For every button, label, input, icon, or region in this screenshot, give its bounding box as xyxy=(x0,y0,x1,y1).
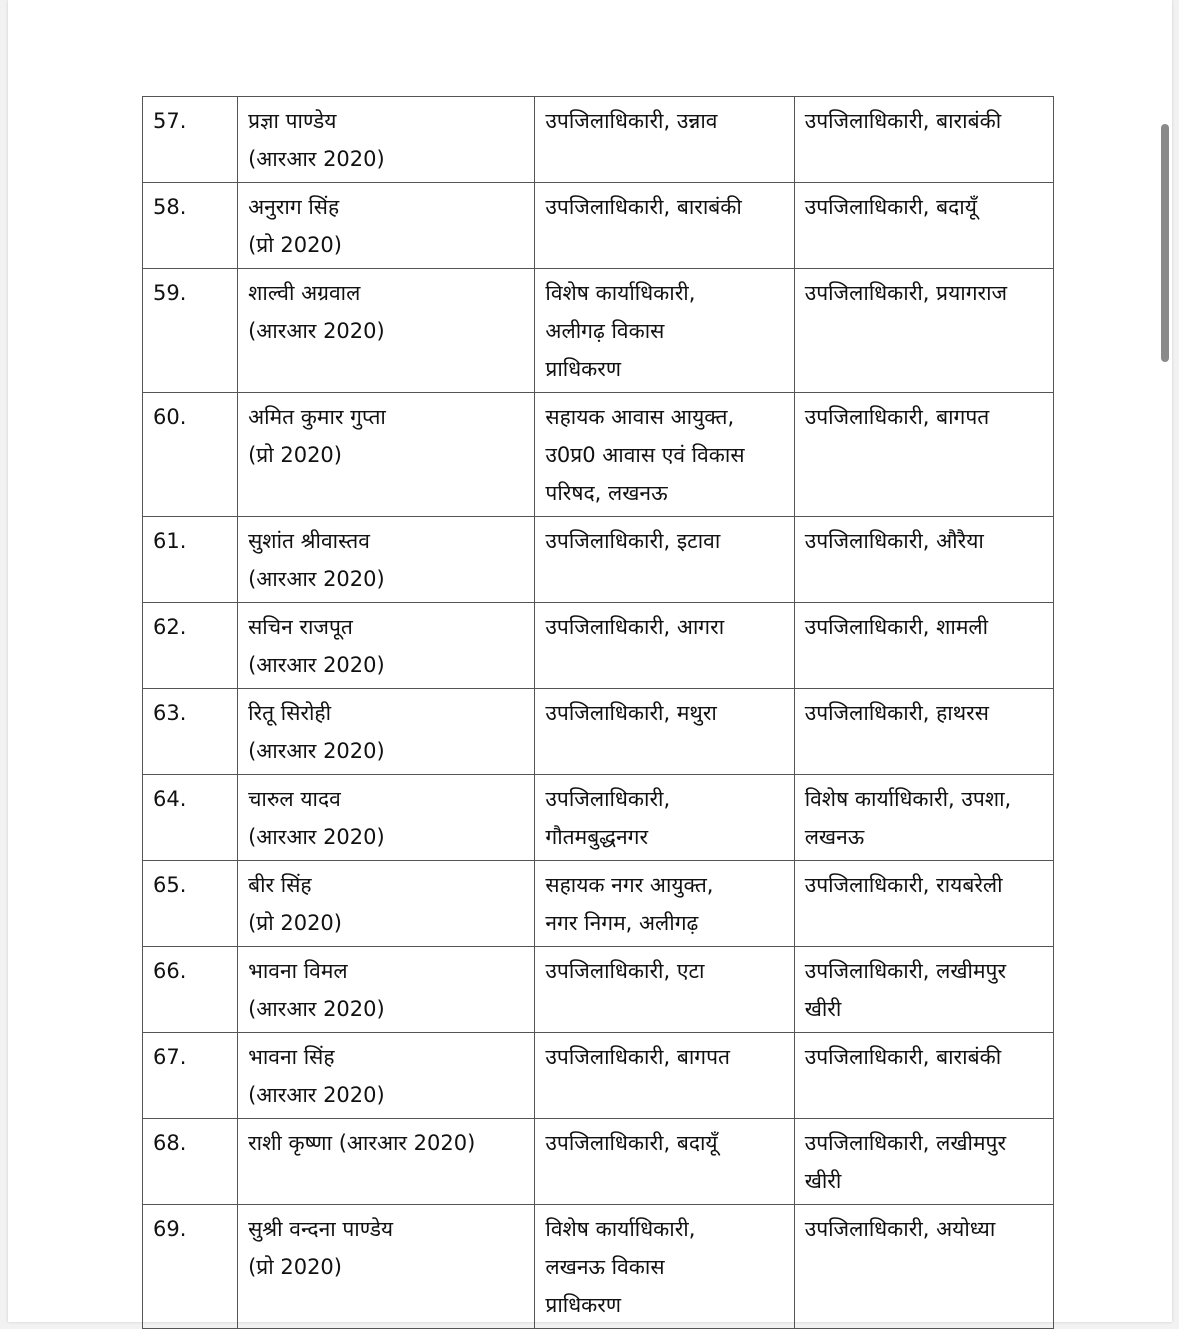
officer-name-line: (आरआर 2020) xyxy=(248,825,385,849)
officer-name-cell xyxy=(238,861,535,947)
new-posting-line: उपजिलाधिकारी, शामली xyxy=(804,615,989,639)
table-body xyxy=(143,97,1054,1329)
current-posting-cell xyxy=(535,775,794,861)
current-posting-line: उपजिलाधिकारी, मथुरा xyxy=(545,701,717,725)
table-row xyxy=(143,183,1054,269)
current-posting-cell xyxy=(535,97,794,183)
current-posting-line: उपजिलाधिकारी, xyxy=(545,787,671,811)
officer-name-line: (आरआर 2020) xyxy=(248,147,385,171)
officer-name-line: प्रज्ञा पाण्डेय xyxy=(248,109,337,133)
new-posting-cell xyxy=(794,947,1053,1033)
new-posting-cell xyxy=(794,183,1053,269)
table-row xyxy=(143,775,1054,861)
officer-name-cell xyxy=(238,183,535,269)
current-posting-line: सहायक आवास आयुक्त, xyxy=(545,405,735,429)
officer-name-line: शाल्वी अग्रवाल xyxy=(248,281,361,305)
new-posting-line: उपजिलाधिकारी, लखीमपुर xyxy=(804,959,1007,983)
current-posting-cell xyxy=(535,689,794,775)
new-posting-cell xyxy=(794,1119,1053,1205)
new-posting-line: उपजिलाधिकारी, बाराबंकी xyxy=(804,109,1002,133)
table-row xyxy=(143,603,1054,689)
new-posting-cell xyxy=(794,1033,1053,1119)
serial-number-cell: 62. xyxy=(143,603,238,689)
current-posting-cell xyxy=(535,603,794,689)
current-posting-line: उपजिलाधिकारी, बाराबंकी xyxy=(545,195,742,219)
officer-name-line: बीर सिंह xyxy=(248,873,312,897)
current-posting-line: गौतमबुद्धनगर xyxy=(545,825,649,849)
officer-name-line: अमित कुमार गुप्ता xyxy=(248,405,386,429)
officer-name-line: (आरआर 2020) xyxy=(248,997,385,1021)
officer-name-cell xyxy=(238,1033,535,1119)
new-posting-cell xyxy=(794,97,1053,183)
current-posting-cell xyxy=(535,393,794,517)
officer-name-line: (प्रो 2020) xyxy=(248,1255,342,1279)
officer-name-line: (आरआर 2020) xyxy=(248,653,385,677)
table-row xyxy=(143,269,1054,393)
new-posting-cell xyxy=(794,775,1053,861)
table-row xyxy=(143,517,1054,603)
current-posting-line: उपजिलाधिकारी, इटावा xyxy=(545,529,721,553)
serial-number-cell: 60. xyxy=(143,393,238,517)
new-posting-cell xyxy=(794,689,1053,775)
new-posting-line: उपजिलाधिकारी, बागपत xyxy=(804,405,990,429)
table-row xyxy=(143,947,1054,1033)
new-posting-line: उपजिलाधिकारी, बदायूँ xyxy=(804,195,977,219)
officer-name-line: (प्रो 2020) xyxy=(248,911,342,935)
current-posting-line: परिषद, लखनऊ xyxy=(545,481,668,505)
new-posting-cell xyxy=(794,393,1053,517)
serial-number-cell: 57. xyxy=(143,97,238,183)
current-posting-line: उपजिलाधिकारी, आगरा xyxy=(545,615,725,639)
officer-name-line: (प्रो 2020) xyxy=(248,233,342,257)
officer-name-cell xyxy=(238,603,535,689)
table-row xyxy=(143,689,1054,775)
current-posting-line: विशेष कार्याधिकारी, xyxy=(545,1217,696,1241)
transfer-table xyxy=(142,96,1054,1329)
officer-name-line: भावना सिंह xyxy=(248,1045,335,1069)
table-row xyxy=(143,861,1054,947)
new-posting-cell xyxy=(794,1205,1053,1329)
officer-name-line: भावना विमल xyxy=(248,959,348,983)
new-posting-line: उपजिलाधिकारी, बाराबंकी xyxy=(804,1045,1002,1069)
current-posting-line: उ0प्र0 आवास एवं विकास xyxy=(545,443,745,467)
officer-name-line: सुशांत श्रीवास्तव xyxy=(248,529,370,553)
officer-name-line: सचिन राजपूत xyxy=(248,615,353,639)
new-posting-line: उपजिलाधिकारी, प्रयागराज xyxy=(804,281,1008,305)
new-posting-line: उपजिलाधिकारी, रायबरेली xyxy=(804,873,1003,897)
serial-number-cell: 68. xyxy=(143,1119,238,1205)
officer-name-cell xyxy=(238,775,535,861)
officer-name-line: (आरआर 2020) xyxy=(248,739,385,763)
new-posting-cell xyxy=(794,861,1053,947)
serial-number-cell: 59. xyxy=(143,269,238,393)
serial-number-cell: 67. xyxy=(143,1033,238,1119)
officer-name-line: अनुराग सिंह xyxy=(248,195,340,219)
table-row xyxy=(143,393,1054,517)
officer-name-line: सुश्री वन्दना पाण्डेय xyxy=(248,1217,394,1241)
serial-number-cell: 64. xyxy=(143,775,238,861)
current-posting-cell xyxy=(535,861,794,947)
officer-name-line: (आरआर 2020) xyxy=(248,1083,385,1107)
officer-name-line: चारुल यादव xyxy=(248,787,341,811)
officer-name-line: (आरआर 2020) xyxy=(248,567,385,591)
officer-name-cell xyxy=(238,97,535,183)
serial-number-cell: 69. xyxy=(143,1205,238,1329)
current-posting-line: प्राधिकरण xyxy=(545,357,622,381)
officer-name-cell xyxy=(238,1205,535,1329)
current-posting-line: अलीगढ़ विकास xyxy=(545,319,665,343)
officer-name-cell xyxy=(238,517,535,603)
serial-number-cell: 61. xyxy=(143,517,238,603)
table-row xyxy=(143,1205,1054,1329)
serial-number-cell: 66. xyxy=(143,947,238,1033)
table-row xyxy=(143,1119,1054,1205)
new-posting-line: खीरी xyxy=(804,997,842,1021)
officer-name-line: राशी कृष्णा (आरआर 2020) xyxy=(248,1131,476,1155)
new-posting-line: उपजिलाधिकारी, औरैया xyxy=(804,529,984,553)
table-row xyxy=(143,97,1054,183)
current-posting-line: उपजिलाधिकारी, बागपत xyxy=(545,1045,730,1069)
current-posting-line: उपजिलाधिकारी, एटा xyxy=(545,959,705,983)
officer-name-cell xyxy=(238,393,535,517)
officer-name-cell xyxy=(238,269,535,393)
officer-name-cell xyxy=(238,947,535,1033)
current-posting-cell xyxy=(535,947,794,1033)
current-posting-cell xyxy=(535,269,794,393)
new-posting-line: उपजिलाधिकारी, हाथरस xyxy=(804,701,989,725)
serial-number-cell: 58. xyxy=(143,183,238,269)
current-posting-line: प्राधिकरण xyxy=(545,1293,622,1317)
current-posting-line: उपजिलाधिकारी, उन्नाव xyxy=(545,109,718,133)
serial-number-cell: 65. xyxy=(143,861,238,947)
current-posting-cell xyxy=(535,183,794,269)
document-page xyxy=(8,0,1172,1322)
new-posting-line: लखनऊ xyxy=(804,825,865,849)
current-posting-line: सहायक नगर आयुक्त, xyxy=(545,873,714,897)
new-posting-line: उपजिलाधिकारी, अयोध्या xyxy=(804,1217,996,1241)
current-posting-cell xyxy=(535,517,794,603)
current-posting-cell xyxy=(535,1033,794,1119)
scrollbar-thumb[interactable] xyxy=(1161,124,1169,362)
new-posting-line: उपजिलाधिकारी, लखीमपुर xyxy=(804,1131,1007,1155)
officer-name-line: (प्रो 2020) xyxy=(248,443,342,467)
serial-number-cell: 63. xyxy=(143,689,238,775)
current-posting-line: उपजिलाधिकारी, बदायूँ xyxy=(545,1131,718,1155)
officer-name-line: रितू सिरोही xyxy=(248,701,332,725)
new-posting-line: विशेष कार्याधिकारी, उपशा, xyxy=(804,787,1012,811)
current-posting-cell xyxy=(535,1119,794,1205)
officer-name-cell xyxy=(238,689,535,775)
new-posting-cell xyxy=(794,603,1053,689)
new-posting-cell xyxy=(794,269,1053,393)
table-row xyxy=(143,1033,1054,1119)
current-posting-line: नगर निगम, अलीगढ़ xyxy=(545,911,699,935)
officer-name-cell xyxy=(238,1119,535,1205)
officer-name-line: (आरआर 2020) xyxy=(248,319,385,343)
current-posting-line: विशेष कार्याधिकारी, xyxy=(545,281,696,305)
current-posting-line: लखनऊ विकास xyxy=(545,1255,665,1279)
new-posting-cell xyxy=(794,517,1053,603)
new-posting-line: खीरी xyxy=(804,1169,842,1193)
current-posting-cell xyxy=(535,1205,794,1329)
